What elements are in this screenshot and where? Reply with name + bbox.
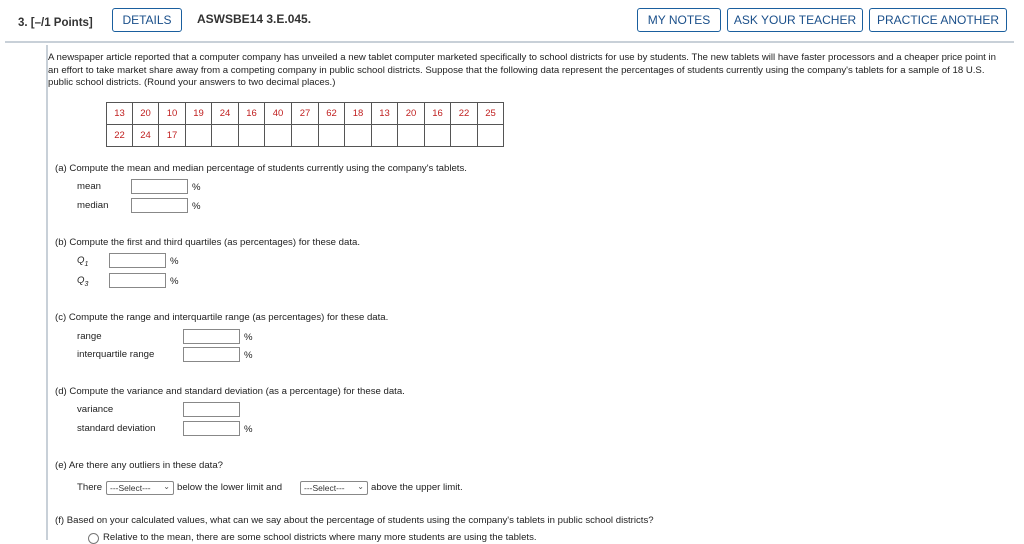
iqr-label: interquartile range [77,349,155,360]
outliers-above-select[interactable] [300,481,368,495]
option-1-radio[interactable] [88,533,99,544]
table-row [107,103,504,125]
part-d-question: (d) Compute the variance and standard deviation (as a percentage) for these data. [55,386,405,397]
table-cell [478,125,504,147]
part-c-question: (c) Compute the range and interquartile range (as percentages) for these data. [55,312,389,323]
practice-another-button[interactable]: PRACTICE ANOTHER [869,8,1007,32]
part-f-question: (f) Based on your calculated values, what can we say about the percentage of students using the company's tablets in public school districts? [55,515,654,526]
table-cell [265,125,292,147]
mean-label: mean [77,181,101,192]
outliers-below-select[interactable] [106,481,174,495]
q3-unit: % [170,276,179,287]
table-cell [292,125,319,147]
part-e-question: (e) Are there any outliers in these data? [55,460,223,471]
my-notes-button[interactable]: MY NOTES [637,8,721,32]
q1-unit: % [170,256,179,267]
q3-label: $Q_3$ [77,275,89,288]
question-number: 3. [–/1 Points] [18,17,93,29]
q3-input[interactable] [109,273,166,288]
table-cell [398,125,425,147]
table-cell [239,125,265,147]
below-lower-limit-text: below the lower limit and [177,482,283,493]
table-cell: 20 [133,103,159,125]
median-input[interactable] [131,198,188,213]
table-cell: 27 [292,103,319,125]
table-cell [186,125,212,147]
table-cell: 13 [107,103,133,125]
table-cell: 25 [478,103,504,125]
q1-input[interactable] [109,253,166,268]
table-cell: 16 [239,103,265,125]
chevron-down-icon: ⌄ [163,482,170,491]
mean-input[interactable] [131,179,188,194]
table-cell: 17 [159,125,186,147]
chevron-down-icon: ⌄ [357,482,364,491]
table-cell: 13 [372,103,398,125]
range-label: range [77,331,102,342]
table-cell: 20 [398,103,425,125]
select-value: ---Select--- [110,483,151,493]
median-unit: % [192,201,201,212]
range-unit: % [244,332,253,343]
table-cell [451,125,478,147]
table-cell: 22 [107,125,133,147]
table-cell: 62 [319,103,345,125]
table-cell [425,125,451,147]
question-code: ASWSBE14 3.E.045. [197,12,312,26]
table-cell [345,125,372,147]
ask-your-teacher-button[interactable]: ASK YOUR TEACHER [727,8,863,32]
mean-unit: % [192,182,201,193]
table-cell: 10 [159,103,186,125]
table-cell: 24 [212,103,239,125]
table-cell [319,125,345,147]
sd-label: standard deviation [77,423,156,434]
table-cell: 24 [133,125,159,147]
iqr-input[interactable] [183,347,240,362]
iqr-unit: % [244,350,253,361]
problem-statement: A newspaper article reported that a computer company has unveiled a new tablet computer marketed specifically to school districts for use by students. The new tablets will have faster processors and a cheaper price point in an effort to take market share away from a competing company in public school districts. Suppose that the following data represent the percentages of students currently using the company's tablets for a sample of 18 U.S. public school districts. (Round your answers to two decimal places.) [48,52,996,88]
table-row [107,125,504,147]
median-label: median [77,200,109,211]
details-button[interactable]: DETAILS [112,8,182,32]
range-input[interactable] [183,329,240,344]
table-cell: 40 [265,103,292,125]
variance-label: variance [77,404,114,415]
table-cell [212,125,239,147]
select-value: ---Select--- [304,483,345,493]
above-upper-limit-text: above the upper limit. [371,482,463,493]
table-cell: 19 [186,103,212,125]
there-text: There [77,482,103,493]
option-1-label: Relative to the mean, there are some school districts where many more students are using the tablets. [103,532,537,543]
part-a-question: (a) Compute the mean and median percentage of students currently using the company's tablets. [55,163,467,174]
sd-input[interactable] [183,421,240,436]
sd-unit: % [244,424,253,435]
part-b-question: (b) Compute the first and third quartiles (as percentages) for these data. [55,237,361,248]
table-cell: 18 [345,103,372,125]
variance-input[interactable] [183,402,240,417]
q1-label: $Q_1$ [77,255,89,268]
table-cell: 22 [451,103,478,125]
table-cell: 16 [425,103,451,125]
table-cell [372,125,398,147]
data-table [106,102,504,147]
